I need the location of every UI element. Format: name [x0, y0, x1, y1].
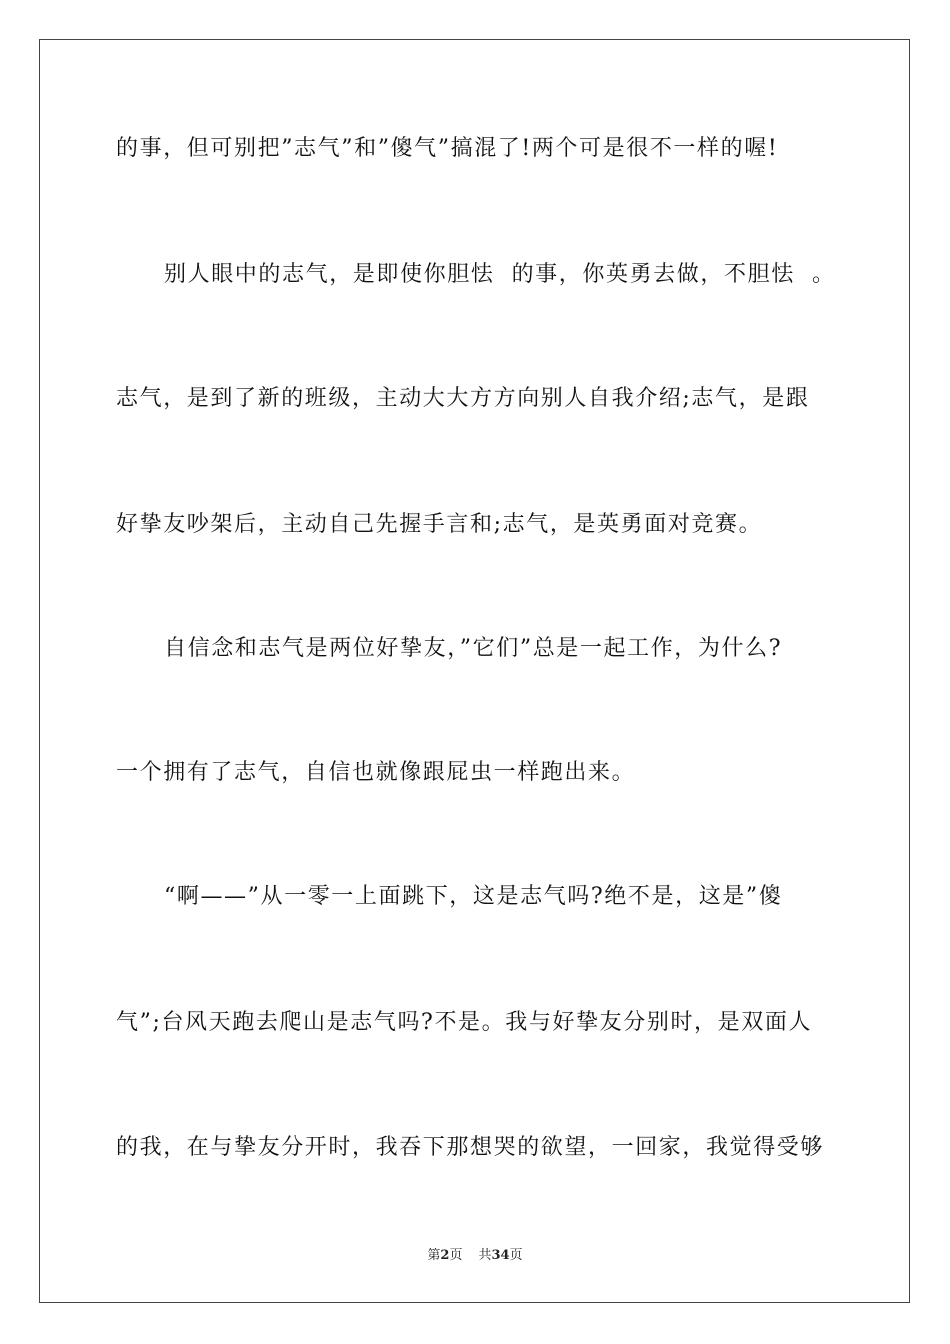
page-footer — [0, 1247, 950, 1265]
footer-page-prefix: 第 — [427, 1248, 441, 1263]
text-line-7: “啊——”从一零一上面跳下，这是志气吗?绝不是，这是”傻 — [164, 884, 783, 909]
footer-page-number: 2 — [440, 1248, 450, 1263]
page-frame — [39, 39, 910, 1303]
text-line-9: 的我，在与挚友分开时，我吞下那想哭的欲望，一回家，我觉得受够 — [116, 1135, 825, 1160]
footer-total-suffix: 页 — [509, 1248, 523, 1263]
text-line-3: 志气，是到了新的班级，主动大大方方向别人自我介绍;志气，是跟 — [116, 386, 810, 411]
text-line-8: 气”;台风天跑去爬山是志气吗?不是。我与好挚友分别时，是双面人 — [116, 1010, 813, 1035]
text-line-2: 别人眼中的志气，是即使你胆怯 的事，你英勇去做，不胆怯 。 — [164, 262, 836, 287]
text-line-5: 自信念和志气是两位好挚友，”它们”总是一起工作，为什么? — [164, 636, 783, 661]
footer-total-pages: 34 — [491, 1248, 510, 1263]
footer-page-suffix: 页 — [449, 1248, 463, 1263]
text-line-1: 的事，但可别把”志气”和”傻气”搞混了!两个可是很不一样的喔! — [116, 136, 779, 161]
text-line-4: 好挚友吵架后，主动自己先握手言和;志气，是英勇面对竞赛。 — [116, 512, 763, 537]
text-line-6: 一个拥有了志气，自信也就像跟屁虫一样跑出来。 — [116, 760, 636, 785]
footer-total-prefix: 共 — [478, 1248, 492, 1263]
